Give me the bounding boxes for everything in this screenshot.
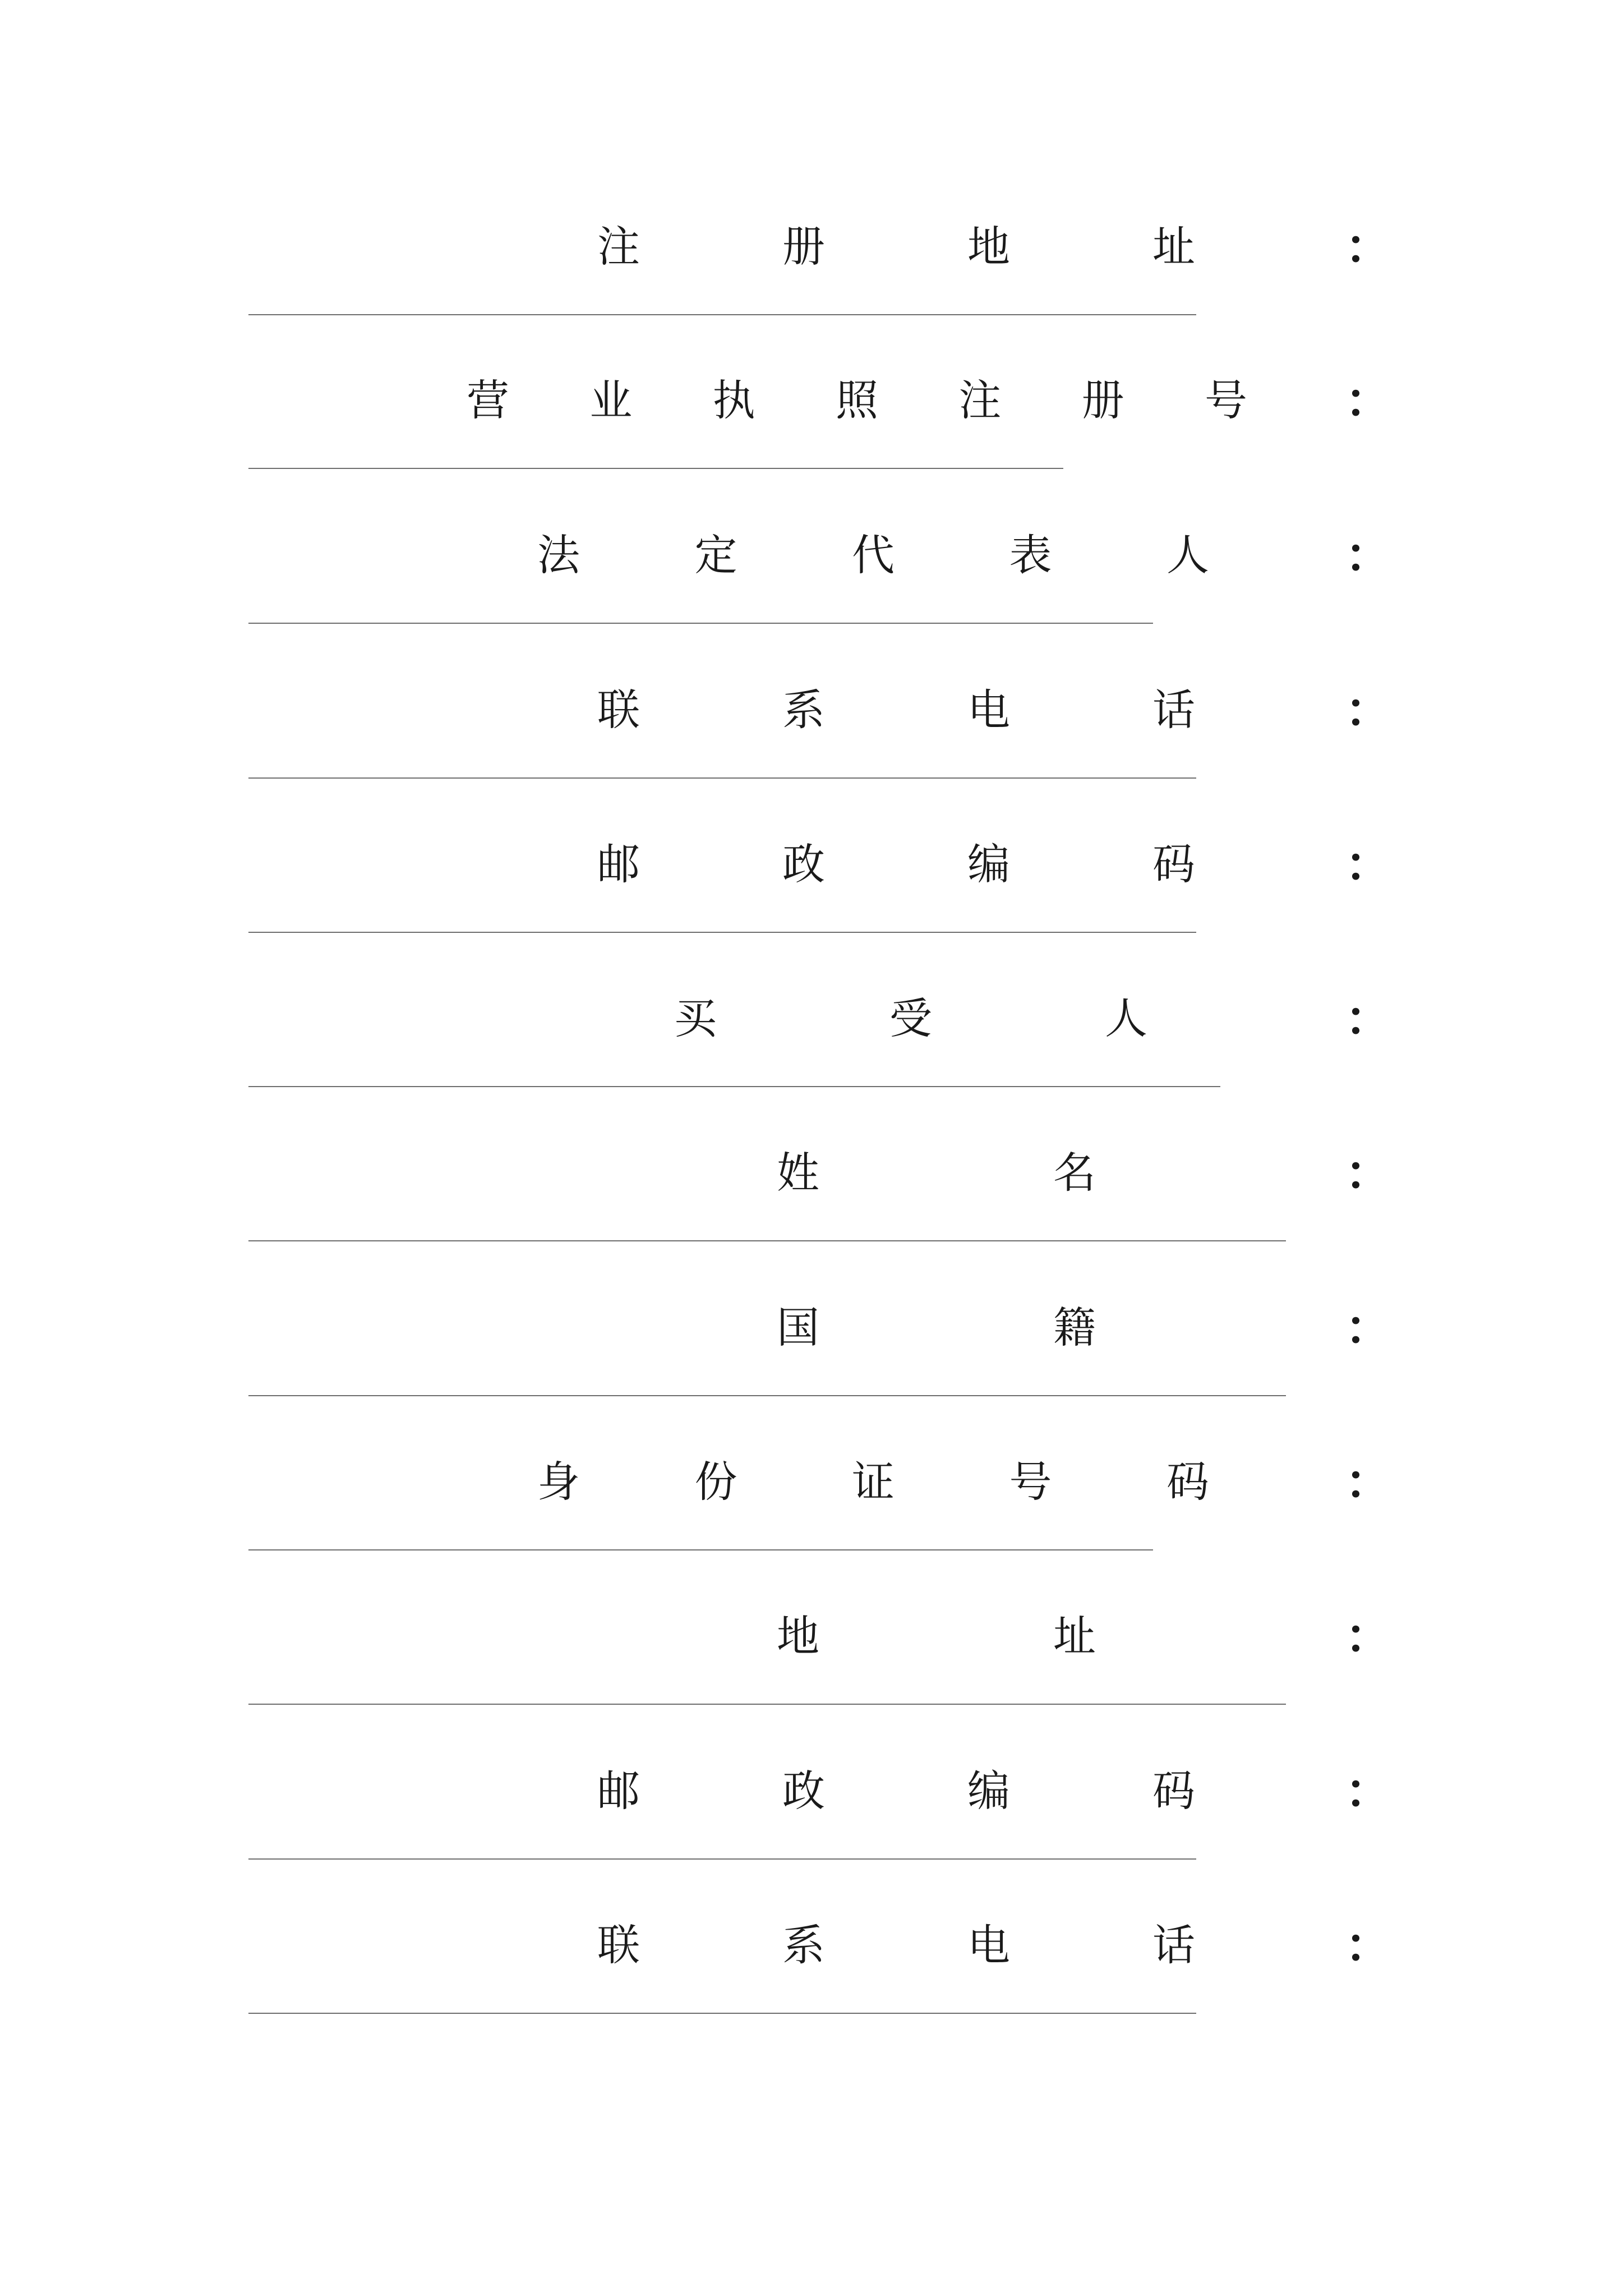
label-char: 册 [782,222,825,272]
fill-in-line[interactable] [248,314,1196,315]
label-char: 系 [782,1920,825,1970]
field-colon: ： [1345,373,1393,428]
field-colon: ： [1345,991,1393,1046]
field-colon: ： [1345,1145,1393,1200]
fill-in-line[interactable] [248,1240,1286,1241]
label-char: 业 [589,375,633,425]
label-char: 邮 [597,839,640,889]
label-char: 地 [967,222,1010,272]
label-char: 买 [674,993,717,1043]
label-char: 法 [537,530,580,580]
label-char: 址 [1053,1611,1096,1661]
label-char: 注 [597,222,640,272]
field-name [0,1139,1623,1294]
fill-in-line[interactable] [248,1858,1196,1860]
fill-in-line[interactable] [248,2013,1196,2014]
field-colon: ： [1345,528,1393,583]
label-char: 编 [967,1766,1010,1816]
label-char: 联 [597,1920,640,1970]
fill-in-line[interactable] [248,777,1196,779]
label-char: 营 [467,375,509,425]
fill-in-line[interactable] [248,932,1196,933]
label-char: 人 [1105,993,1147,1043]
field-colon: ： [1345,1764,1393,1819]
field-registered-address [0,213,1623,367]
label-char: 编 [967,839,1010,889]
label-char: 份 [694,1457,737,1507]
field-colon: ： [1345,683,1393,738]
field-contact-phone [0,677,1623,831]
label-char: 系 [782,685,825,735]
field-buyer [0,985,1623,1139]
field-postal-code [0,831,1623,985]
field-legal-representative [0,522,1623,676]
label-char: 码 [1166,1457,1209,1507]
field-colon: ： [1345,1455,1393,1510]
label-char: 证 [852,1457,895,1507]
label-char: 话 [1152,1920,1195,1970]
fill-in-line[interactable] [248,623,1153,624]
field-id-number [0,1448,1623,1603]
label-char: 邮 [597,1766,640,1816]
fill-in-line[interactable] [248,468,1063,469]
label-char: 电 [967,1920,1010,1970]
label-char: 码 [1152,1766,1195,1816]
fill-in-line[interactable] [248,1549,1153,1550]
label-char: 身 [537,1457,580,1507]
field-nationality [0,1294,1623,1448]
label-char: 国 [777,1303,819,1352]
fill-in-line[interactable] [248,1086,1220,1087]
field-colon: ： [1345,1918,1393,1973]
label-char: 联 [597,685,640,735]
field-colon: ： [1345,1609,1393,1664]
field-colon: ： [1345,1300,1393,1355]
label-char: 址 [1152,222,1195,272]
label-char: 号 [1009,1457,1052,1507]
label-char: 政 [782,839,825,889]
label-char: 执 [712,375,755,425]
field-colon: ： [1345,219,1393,274]
label-char: 姓 [777,1148,819,1198]
fill-in-line[interactable] [248,1395,1286,1396]
field-business-license-number [0,367,1623,521]
label-char: 话 [1152,685,1195,735]
label-char: 照 [836,375,878,425]
label-char: 籍 [1053,1303,1096,1352]
label-char: 人 [1166,530,1209,580]
label-char: 电 [967,685,1010,735]
label-char: 地 [777,1611,819,1661]
label-char: 受 [889,993,932,1043]
label-char: 代 [852,530,895,580]
field-address [0,1603,1623,1757]
label-char: 注 [958,375,1002,425]
fill-in-line[interactable] [248,1704,1286,1705]
field-colon: ： [1345,837,1393,892]
label-char: 表 [1009,530,1052,580]
label-char: 册 [1081,375,1124,425]
field-contact-phone [0,1912,1623,2066]
label-char: 政 [782,1766,825,1816]
label-char: 定 [694,530,737,580]
label-char: 名 [1053,1148,1096,1198]
label-char: 号 [1205,375,1247,425]
label-char: 码 [1152,839,1195,889]
field-postal-code [0,1757,1623,1912]
